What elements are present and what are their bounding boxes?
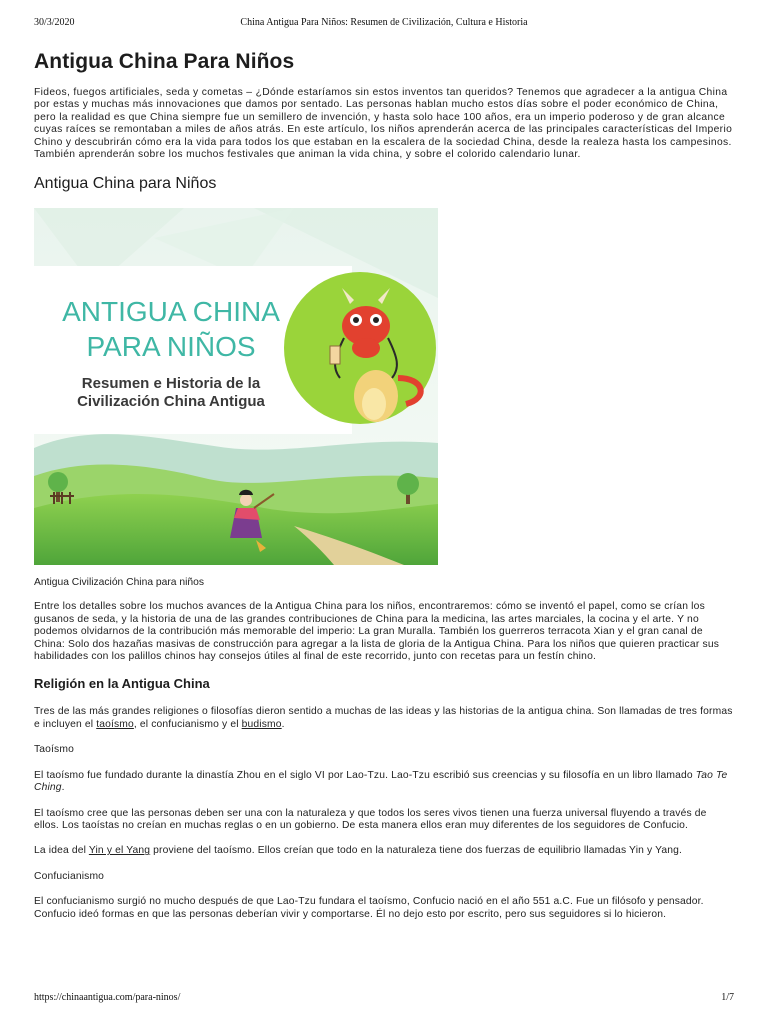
section-heading: Antigua China para Niños: [34, 175, 217, 193]
religion-intro-paragraph: [34, 706, 734, 731]
taoismo-paragraph-3: [34, 845, 734, 857]
taoismo-paragraph-2: El taoísmo cree que las personas deben ser una con la naturaleza y que todos los seres vivos tienen una fuerza universal fluyendo a través de ellos. Los taoístas no creían en muchas reglas o en un gobierno. De esta manera ellos eran muy diferentes de los seguidores de Confucio.: [34, 807, 707, 831]
print-header: [34, 17, 734, 31]
intro-paragraph: Fideos, fuegos artificiales, seda y cometas – ¿Dónde estaríamos sin estos inventos tan queridos? Tenemos que agradecer a la antigua China por estas y muchas más innovaciones que damos por sentado. Las personas hablan mucho estos días sobre el poder económico de China, pero la realidad es que China siempre fue un semillero de invención, y hasta solo hace 100 años, era un imperio poderoso y de gran alcance cuyas raíces se remontaban a miles de años atrás. En este artículo, los niños aprenderán acerca de las principales características del Imperio Chino y descubrirán cómo era la vida para todos los que estaban en la escalera de la sociedad China, desde la realeza hasta los campesinos. También aprenderán sobre los muchos festivales que animan la vida china, y sobre el colorido calendario lunar.: [34, 87, 733, 161]
hero-line-4: Civilización China Antigua: [77, 393, 265, 411]
hero-line-2: PARA NIÑOS: [86, 331, 256, 363]
print-url: https://chinaantigua.com/para-ninos/: [34, 992, 181, 1003]
yin-yang-link[interactable]: Yin y el Yang: [88, 845, 151, 857]
image-caption: Antigua Civilización China para niños: [34, 577, 204, 589]
religion-intro-text-mid: , el confucianismo y el: [133, 718, 242, 730]
print-date: 30/3/2020: [34, 17, 75, 28]
confucianismo-paragraph: El confucianismo surgió no mucho después de que Lao-Tzu fundara el taoísmo, Confucio nació en el año 551 a.C. Fue un filósofo y pensador. Confucio ideó formas en que las personas deberían vivir y comportarse. Él no dejo esto por escrito, pero sus seguidores si lo hicieron.: [34, 896, 704, 920]
overview-paragraph: Entre los detalles sobre los muchos avances de la Antigua China para los niños, encontraremos: cómo se inventó el papel, como se crían los gusanos de seda, y la historia de una de las grandes contribuciones de China para la medicina, las artes marciales, la cocina y el arte. Y no podemos olvidarnos de la contribución más memorable del imperio: La gran Muralla. También los guerreros terracota Xian y el gran canal de China: Solo dos hazañas masivas de construcción para agregar a la lista de gloria de la Antigua China. Para los niños que quieren practicar sus habilidades con los palillos chinos hay consejos útiles al final de este recorrido, junto con recetas para un festín chino.: [34, 601, 720, 663]
budismo-link[interactable]: budismo: [241, 718, 282, 730]
tao-te-ching-title: Tao Te Ching: [34, 769, 728, 794]
religion-intro-text-end: .: [281, 718, 285, 730]
confucianismo-label: Confucianismo: [34, 870, 105, 882]
taoismo-paragraph-1: [34, 770, 734, 795]
hero-illustration: [34, 208, 438, 565]
fence-icon: [50, 492, 74, 504]
article: [34, 48, 734, 934]
religion-heading: Religión en la Antigua China: [34, 676, 210, 692]
taoismo-text: El taoísmo fue fundado durante la dinastía Zhou en el siglo VI por Lao-Tzu. Lao-Tzu escribió sus creencias y su filosofía en un libro llamado: [34, 769, 696, 781]
hero-line-3: Resumen e Historia de la: [81, 375, 261, 393]
yinyang-text-start: La idea del: [34, 845, 89, 857]
taoismo-text-end: .: [61, 782, 65, 794]
hero-line-1: ANTIGUA CHINA: [62, 296, 280, 328]
religion-intro-text: Tres de las más grandes religiones o filosofías dieron sentido a muchas de las ideas y las historias de la antigua china. Son llamadas de tres formas e incluyen el: [34, 706, 733, 730]
yinyang-text-end: proviene del taoísmo. Ellos creían que todo en la naturaleza tiene dos fuerzas de equilibrio llamadas Yin y Yang.: [150, 845, 683, 857]
taoismo-label: Taoísmo: [34, 744, 74, 756]
print-page-number: 1/7: [721, 992, 734, 1003]
print-footer: [34, 992, 734, 1006]
article-title: Antigua China Para Niños: [34, 50, 295, 73]
print-page-title: China Antigua Para Niños: Resumen de Civilización, Cultura e Historia: [240, 17, 528, 28]
taoismo-link[interactable]: taoísmo: [96, 718, 134, 730]
